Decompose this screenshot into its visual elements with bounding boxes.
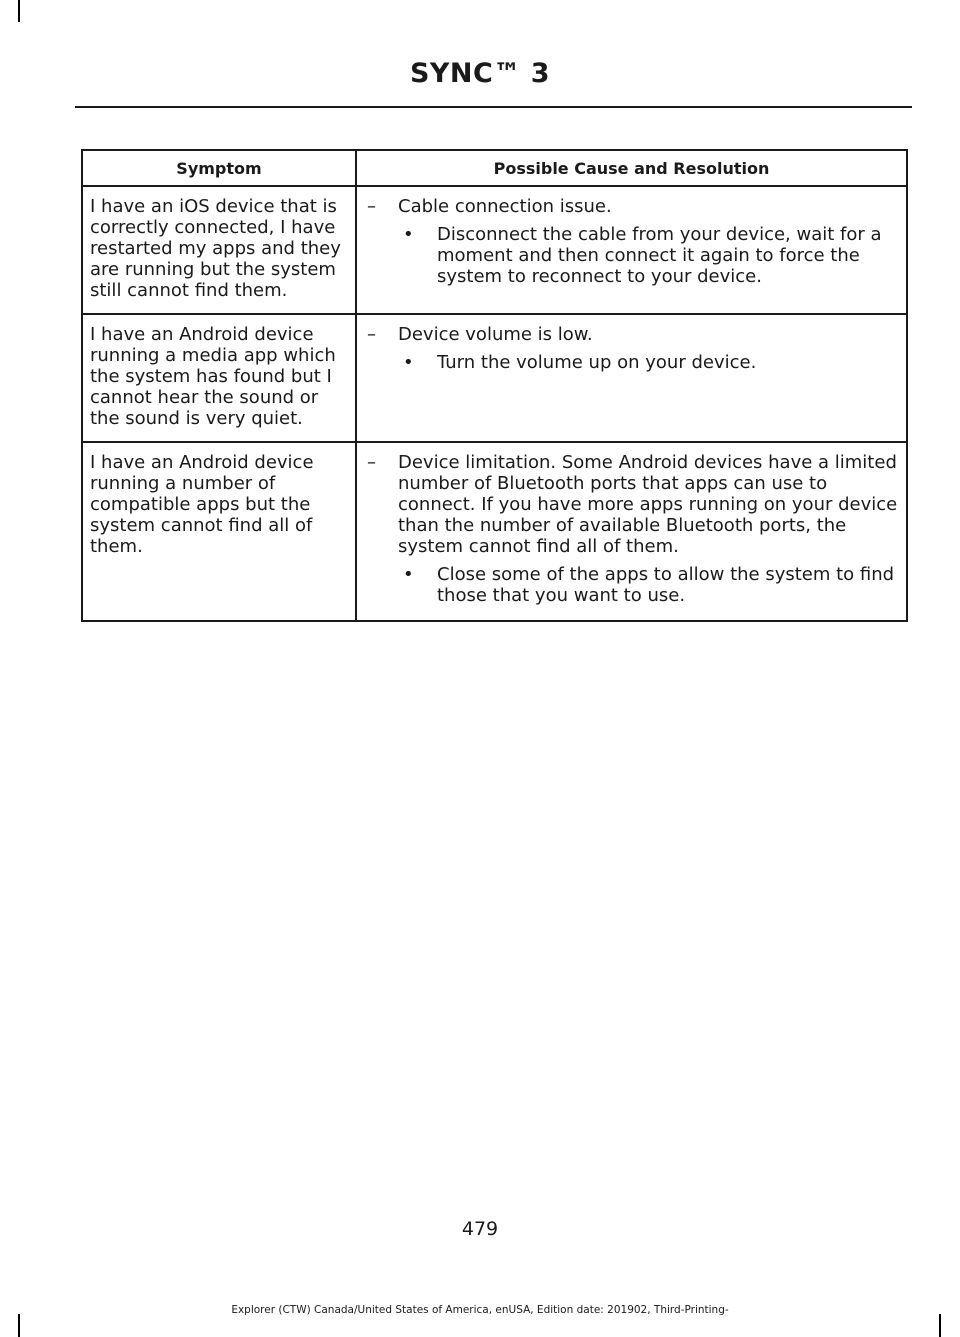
resolution-item — [403, 352, 900, 373]
symptom-cell: I have an Android device running a number of compatible apps but the system cannot find all of them. — [82, 442, 356, 621]
table-row — [82, 442, 907, 621]
crop-mark-top-left — [18, 0, 20, 22]
cause-item — [367, 324, 900, 345]
cause-cell — [356, 442, 907, 621]
cause-text: Device limitation. Some Android devices have a limited number of Bluetooth ports that apps can use to connect. If you have more apps running on your device than the number of available Bluetooth ports, the system cannot find all of them. — [398, 452, 898, 557]
resolution-item — [403, 224, 900, 287]
edition-footer: Explorer (CTW) Canada/United States of America, enUSA, Edition date: 201902, Third-Printing- — [231, 1304, 729, 1316]
cause-item — [367, 196, 900, 217]
page-title: SYNC™ 3 — [409, 58, 551, 89]
column-header-symptom: Symptom — [82, 150, 356, 186]
column-header-cause: Possible Cause and Resolution — [356, 150, 907, 186]
cause-text: Device volume is low. — [398, 324, 593, 345]
header-divider — [75, 106, 912, 108]
bullet-marker: • — [403, 564, 414, 585]
table-row — [82, 186, 907, 314]
resolution-text: Disconnect the cable from your device, wait for a moment and then connect it again to force the system to reconnect to your device. — [437, 224, 882, 287]
crop-mark-bottom-right — [939, 1314, 941, 1337]
cause-item — [367, 452, 900, 557]
dash-marker: – — [367, 452, 376, 473]
dash-marker: – — [367, 324, 376, 345]
cause-cell — [356, 314, 907, 442]
table-row — [82, 314, 907, 442]
symptom-cell: I have an iOS device that is correctly connected, I have restarted my apps and they are running but the system still cannot find them. — [82, 186, 356, 314]
page-number: 479 — [461, 1218, 499, 1240]
crop-mark-bottom-left — [18, 1314, 20, 1337]
symptom-cell: I have an Android device running a media app which the system has found but I cannot hear the sound or the sound is very quiet. — [82, 314, 356, 442]
dash-marker: – — [367, 196, 376, 217]
cause-cell — [356, 186, 907, 314]
resolution-text: Turn the volume up on your device. — [437, 352, 757, 373]
resolution-text: Close some of the apps to allow the system to find those that you want to use. — [437, 564, 895, 606]
bullet-marker: • — [403, 352, 414, 373]
cause-text: Cable connection issue. — [398, 196, 612, 217]
bullet-marker: • — [403, 224, 414, 245]
table-header-row — [82, 150, 907, 186]
symptom-table — [81, 149, 908, 622]
resolution-item — [403, 564, 900, 606]
